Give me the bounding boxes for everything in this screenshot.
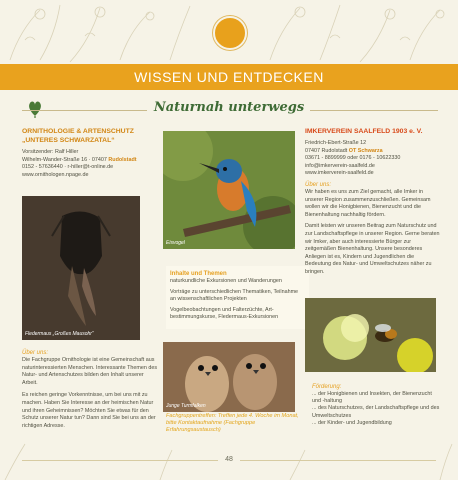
district-text: OT Schwarza — [348, 147, 383, 154]
ornithology-column — [22, 127, 162, 179]
foerderung-section — [312, 383, 440, 427]
ornithology-web-link[interactable]: www.ornithologen.npage.de — [22, 171, 89, 178]
bat-caption: Fledermaus „Großes Mausohr“ — [25, 331, 94, 337]
title-rule-left — [22, 110, 147, 111]
falcon-caption: Junge Turmfalken — [166, 403, 206, 409]
city-text: Rudolstadt — [108, 156, 137, 163]
kingfisher-caption: Eisvogel — [166, 240, 185, 246]
topics-label: Inhalte und Themen — [170, 271, 227, 277]
section-banner: WISSEN UND ENTDECKEN — [0, 64, 458, 90]
beekeeping-about-text-2: Damit leisten wir unseren Beitrag zum Naturschutz und zur Landschaftspflege in unserer Region. Gerne beraten wir Imker, aber auch interessierte Bürger zur zeitgemäßen Bienenhaltung. Unsere besonderes Anliegen ist es, Kindern und Jugendlichen die Bedeutung des Natur- und Umweltschutzes näher zu bringen. — [305, 223, 440, 275]
ornithology-heading: ORNITHOLOGIE & ARTENSCHUTZ „UNTERES SCHWARZATAL“ — [22, 128, 134, 144]
city-line-text: 07407 Rudolstadt — [305, 147, 348, 154]
bat-photo — [22, 196, 140, 340]
chair-label: Vorsitzender: Ralf Hiller — [22, 149, 79, 155]
ornithology-about-label: Über uns: — [22, 350, 49, 356]
list-item: ... der Honigbienen und Insekten, der Bienenzucht und -haltung — [312, 391, 432, 405]
page-number: 48 — [218, 456, 240, 463]
kingfisher-photo — [163, 131, 295, 249]
ornithology-about — [22, 349, 160, 433]
topics-item-2: Vorträge zu unterschiedlichen Thematiken, Teilnahme an wissenschaftlichen Projekten — [170, 288, 299, 303]
beekeeping-heading: IMKERVEREIN SAALFELD 1903 e. V. — [305, 128, 423, 135]
list-item: ... des Naturschutzes, der Landschaftspflege und des Umweltschutzes — [312, 405, 440, 419]
topics-item-1: naturkundliche Exkursionen und Wanderungen — [170, 278, 282, 284]
beekeeping-phone: 03671 - 8899999 oder 0176 - 10622330 — [305, 155, 401, 162]
topics-item-3: Vogelbeobachtungen und Falterzüchte, Art-bestimmungskurse, Fledermaus-Exkursionen — [170, 306, 279, 321]
beekeeping-web-link[interactable]: www.imkerverein-saalfeld.de — [305, 170, 374, 177]
ornithology-address — [22, 157, 162, 165]
title-rule-right — [310, 110, 438, 111]
list-item: ... der Kinder- und Jugendbildung — [312, 419, 392, 426]
meeting-caption: Fachgruppentreffen: Treffen jede 4. Woche im Monat, bitte Kontaktaufnahme (Fachgruppe Erfahrungsaustausch) — [166, 413, 299, 433]
section-subtitle: Naturnah unterwegs — [153, 100, 305, 115]
address-text: Wilhelm-Wander-Straße 16 · 07407 — [22, 156, 107, 163]
beekeeping-email[interactable]: info@imkerverein-saalfeld.de — [305, 162, 375, 169]
beekeeping-address: Friedrich-Ebert-Straße 12 — [305, 140, 367, 146]
foerderung-label: Förderung: — [312, 384, 342, 390]
ornithology-about-text: Die Fachgruppe Ornithologie ist eine Gemeinschaft aus naturinteressierten Menschen. Interessante Themen des Natur- und Artenschutzes bilden den Inhalt unserer Arbeit. — [22, 357, 158, 386]
beekeeping-about-label: Über uns: — [305, 181, 332, 188]
beekeeping-column — [305, 127, 441, 280]
ornithology-invite-text: Es reichen geringe Vorkenntnisse, um bei uns mit zu machen. Haben Sie Interesse an der heimischen Natur und ihren Geheimnissen? Möchten Sie etwas für den Schutz unserer Natur tun? Dann sind Sie bei uns an der richtigen Adresse. — [22, 392, 156, 429]
heart-plant-icon — [27, 98, 43, 118]
ornithology-phone: 0152 - 57636440 · r-hiller@t-online.de — [22, 164, 114, 171]
foerderung-list — [312, 391, 440, 427]
emblem-badge — [213, 16, 247, 50]
beekeeping-city — [305, 148, 441, 156]
bee-photo — [305, 298, 436, 372]
falcon-photo — [163, 342, 295, 412]
topics-box — [166, 266, 309, 329]
beekeeping-about-text: Wir haben es uns zum Ziel gemacht, alle Imker in unserer Region zusammenzuschließen. Gemeinsam wollen wir die Honigbienen, Bienenzucht und die Bienenhaltung nachhaltig fördern. — [305, 188, 431, 218]
